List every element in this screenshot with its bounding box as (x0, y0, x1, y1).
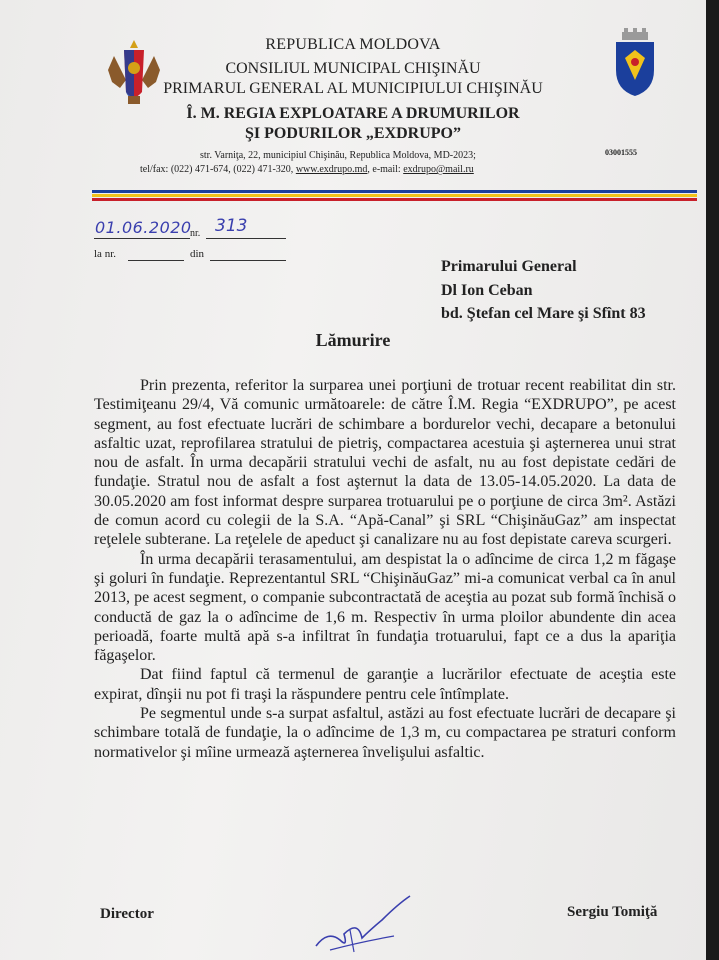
signatory-name: Sergiu Tomiţă (567, 904, 658, 920)
nr-underline (206, 238, 286, 239)
header-republic: REPUBLICA MOLDOVA (265, 36, 441, 53)
date-underline (94, 238, 190, 239)
tricolor-band (92, 190, 697, 203)
handwritten-date: 01.06.2020 (95, 218, 192, 237)
paragraph: Pe segmentul unde s-a surpat asfaltul, astăzi au fost efectuate lucrări de decapare şi schimbare totală de fundaţie, la o adîncime de 1,3 m, cu compactarea pe straturi conform normativelor şi mîine urmează aşternerea învelişului asfaltic. (94, 705, 676, 761)
recipient-address: bd. Ştefan cel Mare şi Sfînt 83 (441, 305, 646, 322)
company-address: str. Varniţa, 22, municipiul Chişinău, Republica Moldova, MD-2023; (200, 150, 476, 161)
header-council: CONSILIUL MUNICIPAL CHIŞINĂU (225, 60, 481, 77)
din-underline (210, 260, 286, 261)
nr-label: nr. (190, 228, 201, 239)
contact-website: www.exdrupo.md (295, 164, 368, 175)
band-yellow (92, 194, 697, 197)
company-code: 03001555 (605, 148, 637, 157)
header-company-line1: Î. M. REGIA EXPLOATARE A DRUMURILOR (186, 105, 520, 122)
header-company-line2: ŞI PODURILOR „EXDRUPO” (244, 125, 461, 142)
band-red (92, 198, 697, 201)
contact-email-label: , e-mail: (367, 164, 404, 175)
handwritten-signature-icon (310, 890, 420, 960)
photo-edge (706, 0, 719, 960)
handwritten-number: 313 (215, 216, 248, 236)
band-blue (92, 190, 697, 193)
recipient-name: Dl Ion Ceban (441, 282, 533, 299)
la-nr-label: la nr. (94, 248, 116, 260)
paragraph: Prin prezenta, referitor la surparea unei porţiuni de trotuar recent reabilitat din str. Testimiţeanu 29/4, Vă comunic următoarele: de către Î.M. Regia “EXDRUPO”, pe acest segment, au fost efectuate lucrări de schimbare a bordurelor vechi, decapare a betonului asfaltic uzat, reprofilarea stratului de pietriş, compactarea acestuia şi aşternerea unui strat nou de asfalt. În urma decapării stratului vechi de asfalt, nu au fost depistate cedări de fundaţie. Stratul nou de asfalt a fost aşternut la data de 13.05-14.05.2020. La data de 30.05.2020 am fost informat despre surparea trotuarului pe o porţiune de circa 3m². Astăzi de comun acord cu colegii de la S.A. “Apă-Canal” şi SRL “ChişinăuGaz” am inspectat reţelele subterane. La reţelele de apeduct şi canalizare nu au fost depistate careva scurgeri. (94, 377, 676, 549)
contact-phone: tel/fax: (022) 471-674, (022) 471-320, (140, 164, 296, 175)
la-nr-underline (128, 260, 184, 261)
signatory-role: Director (100, 906, 154, 922)
company-contact (140, 164, 474, 175)
din-label: din (190, 248, 205, 260)
paragraph: Dat fiind faptul că termenul de garanţie a lucrărilor efectuate de aceştia este expirat, dînşii nu pot fi traşi la răspundere pentru cele întîmplate. (94, 666, 676, 703)
letter-body (94, 376, 676, 762)
paragraph: În urma decapării terasamentului, am despistat la o adîncime de circa 1,2 m făgaşe şi goluri în fundaţie. Reprezentantul SRL “ChişinăuGaz” mi-a comunicat verbal ca în anul 2013, pe acest segment, o companie subcontractată de aceştia au pozat sub formă închisă o conductă de gaz la o adîncime de 1,6 m. Respectiv în urma ploilor abundente din acea perioadă, foarte multă apă s-a infiltrat în fundaţia trotuarului, fapt ce a dus la apariţia făgaşelor. (94, 550, 676, 665)
document-title: Lămurire (315, 330, 391, 350)
header-mayor: PRIMARUL GENERAL AL MUNICIPIULUI CHIŞINĂU (163, 80, 543, 97)
contact-email: exdrupo@mail.ru (403, 164, 474, 175)
recipient-title: Primarului General (441, 258, 577, 275)
